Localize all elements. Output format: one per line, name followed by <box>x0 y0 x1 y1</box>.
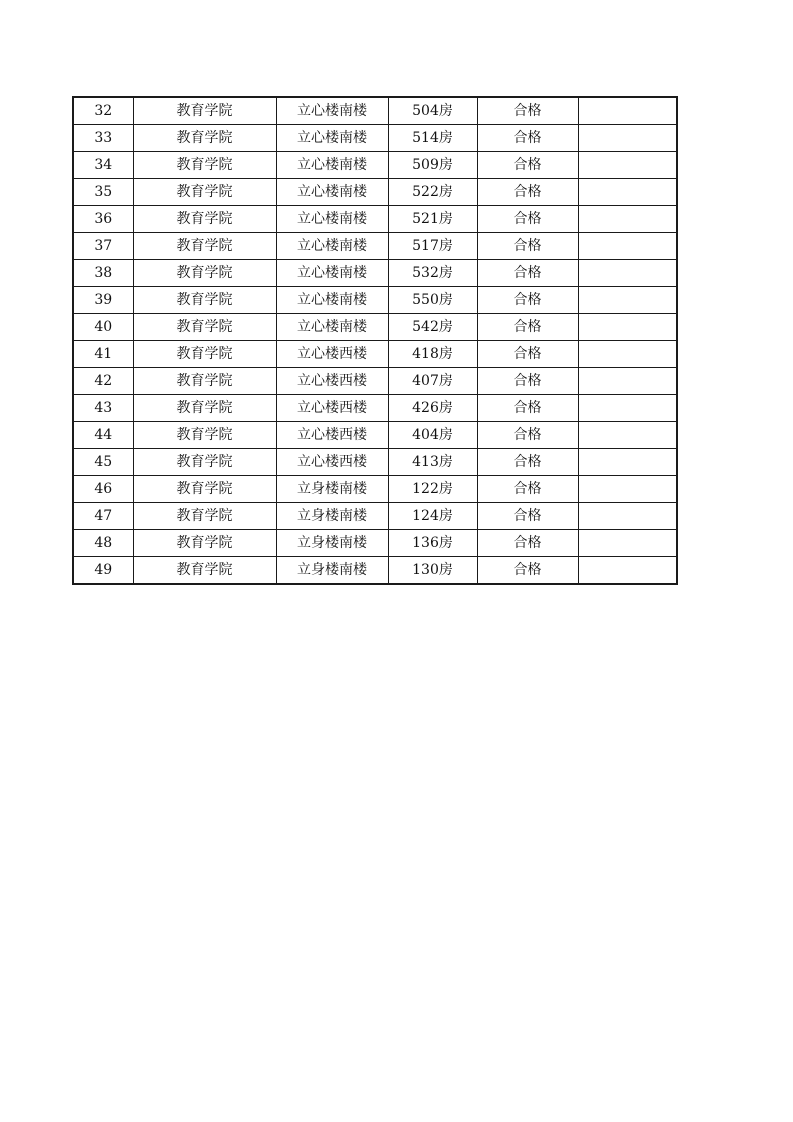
table-row <box>73 314 677 341</box>
building-cell: 立心楼西楼 <box>276 341 388 368</box>
result-cell: 合格 <box>477 179 578 206</box>
result-cell: 合格 <box>477 557 578 585</box>
table-row <box>73 287 677 314</box>
table-row <box>73 97 677 125</box>
room-cell: 413房 <box>388 449 477 476</box>
room-cell: 407房 <box>388 368 477 395</box>
note-cell <box>578 503 677 530</box>
room-cell: 404房 <box>388 422 477 449</box>
college-cell: 教育学院 <box>133 395 276 422</box>
building-cell: 立心楼西楼 <box>276 395 388 422</box>
row-number: 41 <box>73 341 133 368</box>
college-cell: 教育学院 <box>133 125 276 152</box>
note-cell <box>578 233 677 260</box>
row-number: 40 <box>73 314 133 341</box>
result-cell: 合格 <box>477 530 578 557</box>
row-number: 36 <box>73 206 133 233</box>
table-body <box>73 97 677 584</box>
room-cell: 136房 <box>388 530 477 557</box>
table-row <box>73 503 677 530</box>
result-cell: 合格 <box>477 368 578 395</box>
building-cell: 立心楼南楼 <box>276 152 388 179</box>
table-row <box>73 395 677 422</box>
room-cell: 509房 <box>388 152 477 179</box>
note-cell <box>578 206 677 233</box>
note-cell <box>578 368 677 395</box>
table-row <box>73 260 677 287</box>
note-cell <box>578 557 677 585</box>
room-cell: 130房 <box>388 557 477 585</box>
table-row <box>73 152 677 179</box>
note-cell <box>578 125 677 152</box>
room-cell: 550房 <box>388 287 477 314</box>
college-cell: 教育学院 <box>133 233 276 260</box>
table-row <box>73 206 677 233</box>
building-cell: 立心楼南楼 <box>276 125 388 152</box>
building-cell: 立心楼南楼 <box>276 206 388 233</box>
room-cell: 522房 <box>388 179 477 206</box>
building-cell: 立心楼西楼 <box>276 449 388 476</box>
room-cell: 514房 <box>388 125 477 152</box>
building-cell: 立心楼西楼 <box>276 368 388 395</box>
table-row <box>73 422 677 449</box>
note-cell <box>578 314 677 341</box>
note-cell <box>578 97 677 125</box>
room-cell: 122房 <box>388 476 477 503</box>
table-row <box>73 341 677 368</box>
college-cell: 教育学院 <box>133 368 276 395</box>
table-row <box>73 368 677 395</box>
row-number: 38 <box>73 260 133 287</box>
college-cell: 教育学院 <box>133 503 276 530</box>
note-cell <box>578 260 677 287</box>
result-cell: 合格 <box>477 449 578 476</box>
row-number: 43 <box>73 395 133 422</box>
room-cell: 517房 <box>388 233 477 260</box>
college-cell: 教育学院 <box>133 530 276 557</box>
row-number: 32 <box>73 97 133 125</box>
note-cell <box>578 179 677 206</box>
result-cell: 合格 <box>477 233 578 260</box>
result-cell: 合格 <box>477 152 578 179</box>
room-cell: 521房 <box>388 206 477 233</box>
note-cell <box>578 530 677 557</box>
table-row <box>73 557 677 585</box>
building-cell: 立身楼南楼 <box>276 557 388 585</box>
room-cell: 426房 <box>388 395 477 422</box>
table-row <box>73 233 677 260</box>
college-cell: 教育学院 <box>133 260 276 287</box>
note-cell <box>578 152 677 179</box>
college-cell: 教育学院 <box>133 287 276 314</box>
row-number: 34 <box>73 152 133 179</box>
college-cell: 教育学院 <box>133 422 276 449</box>
building-cell: 立心楼南楼 <box>276 314 388 341</box>
inspection-table <box>72 96 678 585</box>
note-cell <box>578 395 677 422</box>
row-number: 37 <box>73 233 133 260</box>
row-number: 49 <box>73 557 133 585</box>
building-cell: 立身楼南楼 <box>276 503 388 530</box>
row-number: 39 <box>73 287 133 314</box>
result-cell: 合格 <box>477 260 578 287</box>
table-row <box>73 476 677 503</box>
note-cell <box>578 287 677 314</box>
row-number: 44 <box>73 422 133 449</box>
row-number: 46 <box>73 476 133 503</box>
result-cell: 合格 <box>477 287 578 314</box>
college-cell: 教育学院 <box>133 206 276 233</box>
row-number: 47 <box>73 503 133 530</box>
row-number: 45 <box>73 449 133 476</box>
room-cell: 542房 <box>388 314 477 341</box>
building-cell: 立心楼南楼 <box>276 97 388 125</box>
note-cell <box>578 476 677 503</box>
college-cell: 教育学院 <box>133 557 276 585</box>
room-cell: 418房 <box>388 341 477 368</box>
result-cell: 合格 <box>477 503 578 530</box>
row-number: 33 <box>73 125 133 152</box>
room-cell: 124房 <box>388 503 477 530</box>
result-cell: 合格 <box>477 314 578 341</box>
building-cell: 立心楼南楼 <box>276 260 388 287</box>
room-cell: 504房 <box>388 97 477 125</box>
row-number: 35 <box>73 179 133 206</box>
table-row <box>73 530 677 557</box>
row-number: 42 <box>73 368 133 395</box>
note-cell <box>578 449 677 476</box>
row-number: 48 <box>73 530 133 557</box>
result-cell: 合格 <box>477 206 578 233</box>
room-cell: 532房 <box>388 260 477 287</box>
building-cell: 立心楼西楼 <box>276 422 388 449</box>
college-cell: 教育学院 <box>133 179 276 206</box>
college-cell: 教育学院 <box>133 97 276 125</box>
college-cell: 教育学院 <box>133 341 276 368</box>
building-cell: 立心楼南楼 <box>276 233 388 260</box>
result-cell: 合格 <box>477 341 578 368</box>
college-cell: 教育学院 <box>133 449 276 476</box>
building-cell: 立身楼南楼 <box>276 476 388 503</box>
table-row <box>73 179 677 206</box>
note-cell <box>578 422 677 449</box>
note-cell <box>578 341 677 368</box>
table-row <box>73 449 677 476</box>
result-cell: 合格 <box>477 395 578 422</box>
result-cell: 合格 <box>477 125 578 152</box>
college-cell: 教育学院 <box>133 314 276 341</box>
result-cell: 合格 <box>477 97 578 125</box>
building-cell: 立心楼南楼 <box>276 179 388 206</box>
college-cell: 教育学院 <box>133 152 276 179</box>
building-cell: 立身楼南楼 <box>276 530 388 557</box>
college-cell: 教育学院 <box>133 476 276 503</box>
table-row <box>73 125 677 152</box>
result-cell: 合格 <box>477 476 578 503</box>
building-cell: 立心楼南楼 <box>276 287 388 314</box>
result-cell: 合格 <box>477 422 578 449</box>
